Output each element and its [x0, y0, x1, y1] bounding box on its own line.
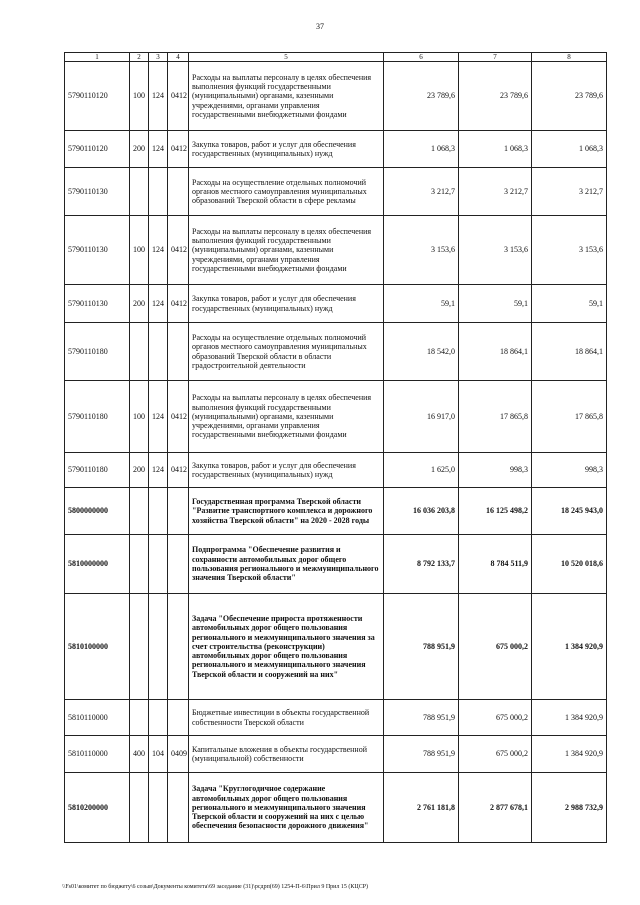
amount-year-1-cell: 788 951,9 [384, 736, 459, 773]
amount-year-2-cell: 675 000,2 [459, 736, 532, 773]
amount-year-2-cell: 675 000,2 [459, 700, 532, 736]
code-cell: 5810000000 [65, 535, 130, 594]
description-cell: Задача "Круглогодичное содержание автомобильных дорог общего пользования регионального и межмуниципального значения Тверской области и сооружений на них с целью обеспечения безопасности дорожного движения" [189, 773, 384, 843]
table-row [65, 535, 607, 594]
amount-year-1-cell: 1 068,3 [384, 131, 459, 168]
amount-year-2-cell: 2 877 678,1 [459, 773, 532, 843]
section-cell [149, 323, 168, 381]
amount-year-3-cell: 59,1 [532, 285, 607, 323]
description-cell: Государственная программа Тверской области "Развитие транспортного комплекса и дорожного хозяйства Тверской области" на 2020 - 2028 годы [189, 488, 384, 535]
description-cell: Расходы на осуществление отдельных полномочий органов местного самоуправления муниципальных образований Тверской области в области градостроительной деятельности [189, 323, 384, 381]
type-cell [130, 773, 149, 843]
code-cell: 5810110000 [65, 700, 130, 736]
description-cell: Расходы на выплаты персоналу в целях обеспечения выполнения функций государственными (муниципальными) органами, казенными учреждениями, органами управления государственными внебюджетными фондами [189, 62, 384, 131]
type-cell: 200 [130, 285, 149, 323]
section-cell [149, 535, 168, 594]
subsection-cell: 0412 [168, 62, 189, 131]
file-path-footer: \\Fs01\комитет по бюджету\6 созыв\Документы комитета\69 заседание (31)\рсдрп(69) 1254-П-6\Прил 9 Прил 15 (КЦСР) [62, 884, 369, 890]
amount-year-1-cell: 16 036 203,8 [384, 488, 459, 535]
table-row [65, 488, 607, 535]
amount-year-3-cell: 18 245 943,0 [532, 488, 607, 535]
subsection-cell [168, 168, 189, 216]
amount-year-2-cell: 23 789,6 [459, 62, 532, 131]
table-row [65, 323, 607, 381]
code-cell: 5790110130 [65, 285, 130, 323]
amount-year-1-cell: 788 951,9 [384, 594, 459, 700]
amount-year-3-cell: 1 384 920,9 [532, 736, 607, 773]
header-col-1: 1 [65, 53, 130, 62]
amount-year-3-cell: 18 864,1 [532, 323, 607, 381]
subsection-cell [168, 535, 189, 594]
code-cell: 5790110130 [65, 168, 130, 216]
subsection-cell: 0409 [168, 736, 189, 773]
header-col-5: 5 [189, 53, 384, 62]
type-cell [130, 535, 149, 594]
amount-year-1-cell: 8 792 133,7 [384, 535, 459, 594]
code-cell: 5790110130 [65, 216, 130, 285]
section-cell: 124 [149, 453, 168, 488]
amount-year-3-cell: 23 789,6 [532, 62, 607, 131]
amount-year-3-cell: 2 988 732,9 [532, 773, 607, 843]
type-cell: 100 [130, 381, 149, 453]
table-row [65, 594, 607, 700]
type-cell: 400 [130, 736, 149, 773]
description-cell: Расходы на осуществление отдельных полномочий органов местного самоуправления муниципальных образований Тверской области в сфере рекламы [189, 168, 384, 216]
amount-year-1-cell: 3 212,7 [384, 168, 459, 216]
amount-year-3-cell: 3 212,7 [532, 168, 607, 216]
amount-year-2-cell: 59,1 [459, 285, 532, 323]
table-row [65, 62, 607, 131]
amount-year-3-cell: 1 068,3 [532, 131, 607, 168]
description-cell: Подпрограмма "Обеспечение развития и сохранности автомобильных дорог общего пользования регионального и межмуниципального значения Тверской области" [189, 535, 384, 594]
subsection-cell: 0412 [168, 131, 189, 168]
budget-table [64, 52, 607, 843]
header-col-3: 3 [149, 53, 168, 62]
amount-year-1-cell: 23 789,6 [384, 62, 459, 131]
header-row [65, 53, 607, 62]
table-row [65, 736, 607, 773]
amount-year-3-cell: 1 384 920,9 [532, 700, 607, 736]
amount-year-2-cell: 1 068,3 [459, 131, 532, 168]
section-cell [149, 594, 168, 700]
amount-year-2-cell: 675 000,2 [459, 594, 532, 700]
description-cell: Задача "Обеспечение прироста протяженности автомобильных дорог общего пользования регионального и межмуниципального значения за счет строительства (реконструкции) автомобильных дорог общего пользования регионального и межмуниципального значения Тверской области и сооружений на них" [189, 594, 384, 700]
type-cell: 100 [130, 62, 149, 131]
subsection-cell [168, 323, 189, 381]
section-cell: 124 [149, 381, 168, 453]
subsection-cell: 0412 [168, 216, 189, 285]
description-cell: Бюджетные инвестиции в объекты государственной собственности Тверской области [189, 700, 384, 736]
description-cell: Закупка товаров, работ и услуг для обеспечения государственных (муниципальных) нужд [189, 131, 384, 168]
amount-year-1-cell: 2 761 181,8 [384, 773, 459, 843]
type-cell [130, 168, 149, 216]
section-cell: 124 [149, 131, 168, 168]
header-col-4: 4 [168, 53, 189, 62]
subsection-cell [168, 773, 189, 843]
code-cell: 5810200000 [65, 773, 130, 843]
header-col-2: 2 [130, 53, 149, 62]
section-cell [149, 168, 168, 216]
table-row [65, 285, 607, 323]
description-cell: Расходы на выплаты персоналу в целях обеспечения выполнения функций государственными (муниципальными) органами, казенными учреждениями, органами управления государственными внебюджетными фондами [189, 216, 384, 285]
amount-year-3-cell: 1 384 920,9 [532, 594, 607, 700]
amount-year-1-cell: 1 625,0 [384, 453, 459, 488]
code-cell: 5790110120 [65, 131, 130, 168]
amount-year-1-cell: 18 542,0 [384, 323, 459, 381]
subsection-cell: 0412 [168, 381, 189, 453]
amount-year-1-cell: 16 917,0 [384, 381, 459, 453]
type-cell: 100 [130, 216, 149, 285]
code-cell: 5790110180 [65, 381, 130, 453]
amount-year-1-cell: 59,1 [384, 285, 459, 323]
amount-year-2-cell: 3 212,7 [459, 168, 532, 216]
page-number: 37 [316, 22, 324, 31]
code-cell: 5810110000 [65, 736, 130, 773]
table-row [65, 131, 607, 168]
table-row [65, 381, 607, 453]
description-cell: Закупка товаров, работ и услуг для обеспечения государственных (муниципальных) нужд [189, 453, 384, 488]
amount-year-3-cell: 3 153,6 [532, 216, 607, 285]
code-cell: 5790110180 [65, 323, 130, 381]
section-cell: 104 [149, 736, 168, 773]
section-cell [149, 773, 168, 843]
subsection-cell [168, 700, 189, 736]
amount-year-2-cell: 3 153,6 [459, 216, 532, 285]
amount-year-1-cell: 788 951,9 [384, 700, 459, 736]
subsection-cell: 0412 [168, 285, 189, 323]
type-cell [130, 700, 149, 736]
subsection-cell [168, 488, 189, 535]
section-cell: 124 [149, 285, 168, 323]
amount-year-2-cell: 18 864,1 [459, 323, 532, 381]
description-cell: Капитальные вложения в объекты государственной (муниципальной) собственности [189, 736, 384, 773]
type-cell: 200 [130, 131, 149, 168]
amount-year-2-cell: 998,3 [459, 453, 532, 488]
amount-year-3-cell: 17 865,8 [532, 381, 607, 453]
table-row [65, 453, 607, 488]
description-cell: Закупка товаров, работ и услуг для обеспечения государственных (муниципальных) нужд [189, 285, 384, 323]
table-row [65, 216, 607, 285]
amount-year-2-cell: 17 865,8 [459, 381, 532, 453]
code-cell: 5790110120 [65, 62, 130, 131]
amount-year-3-cell: 998,3 [532, 453, 607, 488]
table-row [65, 168, 607, 216]
code-cell: 5810100000 [65, 594, 130, 700]
subsection-cell [168, 594, 189, 700]
header-col-6: 6 [384, 53, 459, 62]
code-cell: 5800000000 [65, 488, 130, 535]
section-cell: 124 [149, 62, 168, 131]
type-cell [130, 323, 149, 381]
amount-year-2-cell: 16 125 498,2 [459, 488, 532, 535]
subsection-cell: 0412 [168, 453, 189, 488]
code-cell: 5790110180 [65, 453, 130, 488]
description-cell: Расходы на выплаты персоналу в целях обеспечения выполнения функций государственными (муниципальными) органами, казенными учреждениями, органами управления государственными внебюджетными фондами [189, 381, 384, 453]
type-cell [130, 488, 149, 535]
section-cell [149, 700, 168, 736]
type-cell [130, 594, 149, 700]
header-col-8: 8 [532, 53, 607, 62]
header-col-7: 7 [459, 53, 532, 62]
section-cell: 124 [149, 216, 168, 285]
table-row [65, 773, 607, 843]
amount-year-1-cell: 3 153,6 [384, 216, 459, 285]
amount-year-2-cell: 8 784 511,9 [459, 535, 532, 594]
type-cell: 200 [130, 453, 149, 488]
section-cell [149, 488, 168, 535]
table-row [65, 700, 607, 736]
amount-year-3-cell: 10 520 018,6 [532, 535, 607, 594]
